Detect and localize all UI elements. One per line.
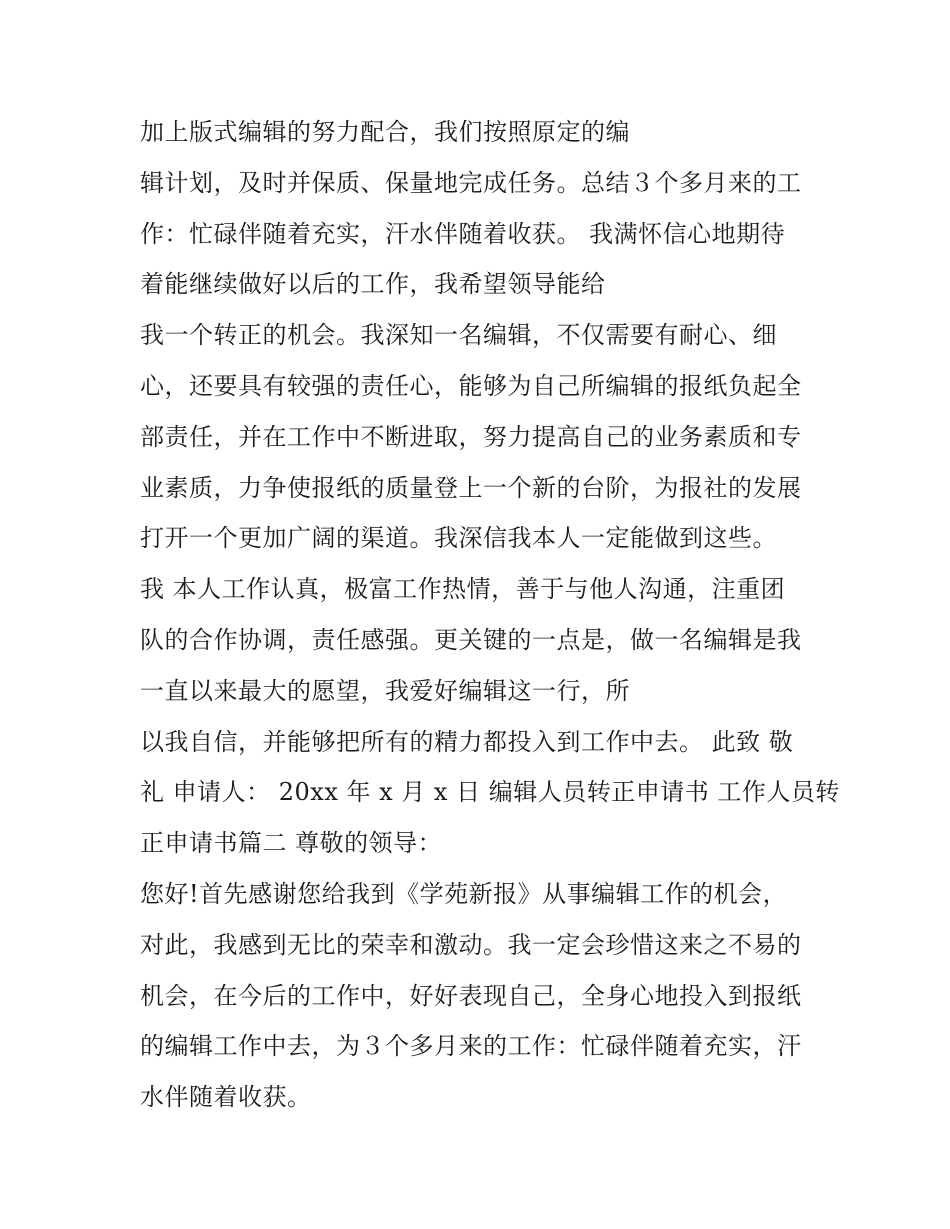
text-line-5: 我一个转正的机会。我深知一名编辑，不仅需要有耐心、细 — [140, 321, 777, 350]
text-line-14: 礼 申请人： 20xx 年 x 月 x 日 编辑人员转正申请书 工作人员转 — [140, 778, 840, 807]
text-line-2: 辑计划，及时并保质、保量地完成任务。总结３个多月来的工 — [140, 168, 802, 197]
text-line-15: 正申请书篇二 尊敬的领导： — [140, 829, 443, 858]
text-line-12: 一直以来最大的愿望，我爱好编辑这一行，所 — [140, 676, 630, 705]
text-line-9: 打开一个更加广阔的渠道。我深信我本人一定能做到这些。 — [140, 524, 777, 553]
text-line-17: 对此，我感到无比的荣幸和激动。我一定会珍惜这来之不易的 — [140, 930, 802, 959]
text-line-18: 机会，在今后的工作中，好好表现自己，全身心地投入到报纸 — [140, 981, 802, 1010]
text-line-7: 部责任，并在工作中不断进取，努力提高自己的业务素质和专 — [140, 422, 802, 451]
text-line-11: 队的合作协调，责任感强。更关键的一点是，做一名编辑是我 — [140, 625, 802, 654]
text-line-4: 着能继续做好以后的工作，我希望领导能给 — [140, 270, 606, 299]
text-line-13: 以我自信，并能够把所有的精力都投入到工作中去。 此致 敬 — [140, 727, 794, 756]
text-line-1: 加上版式编辑的努力配合，我们按照原定的编 — [140, 118, 630, 146]
text-line-10: 我 本人工作认真，极富工作热情，善于与他人沟通，注重团 — [140, 575, 786, 604]
text-line-19: 的编辑工作中去，为３个多月来的工作：忙碌伴随着充实，汗 — [140, 1032, 802, 1061]
text-line-6: 心，还要具有较强的责任心，能够为自己所编辑的报纸负起全 — [140, 371, 802, 400]
text-line-20: 水伴随着收获。 — [140, 1083, 312, 1112]
document-body — [140, 107, 840, 1123]
text-line-3: 作：忙碌伴随着充实，汗水伴随着收获。 我满怀信心地期待 — [140, 219, 786, 248]
text-line-8: 业素质，力争使报纸的质量登上一个新的台阶，为报社的发展 — [140, 473, 802, 502]
text-line-16: 您好!首先感谢您给我到《学苑新报》从事编辑工作的机会， — [140, 879, 788, 908]
